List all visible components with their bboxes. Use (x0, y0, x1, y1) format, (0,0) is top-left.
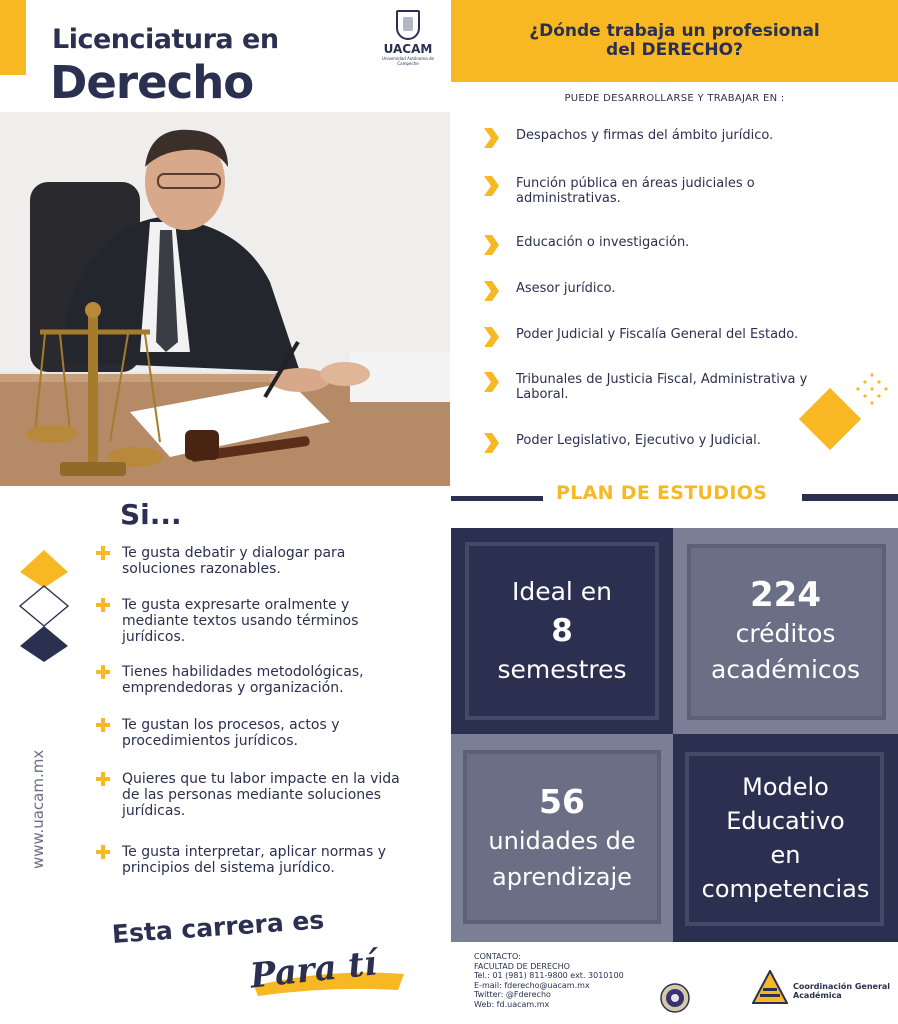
tile-line: aprendizaje (492, 863, 632, 891)
contact-label: CONTACTO: (474, 952, 521, 961)
work-item (482, 176, 796, 206)
uacam-logo (378, 10, 438, 68)
chevron-right-icon (482, 281, 500, 301)
work-item-label: Educación o investigación. (516, 235, 690, 250)
cga-line2: Académica (793, 991, 842, 1000)
plus-icon (96, 665, 110, 679)
si-heading: Si... (120, 498, 182, 531)
work-item (482, 281, 846, 301)
plus-icon (96, 845, 110, 859)
si-item (96, 545, 387, 577)
plan-title: PLAN DE ESTUDIOS (556, 482, 768, 504)
work-item (482, 327, 846, 347)
chevron-right-icon (482, 128, 500, 148)
decorative-dots (854, 372, 890, 408)
contact-web[interactable]: Web: fd.uacam.mx (474, 999, 550, 1009)
contact-phone: Tel.: 01 (981) 811-9800 ext. 3010100 (474, 971, 624, 980)
plus-icon (96, 546, 110, 560)
si-item (96, 717, 382, 749)
work-intro: PUEDE DESARROLLARSE Y TRABAJAR EN : (564, 93, 785, 104)
plan-tile-model (673, 734, 898, 942)
divider-line (802, 494, 898, 501)
tile-line: competencias (701, 875, 870, 903)
si-item (96, 597, 397, 645)
si-item (96, 664, 402, 696)
work-item-label: Despachos y firmas del ámbito jurídico. (516, 128, 774, 143)
lawyer-photo (0, 112, 450, 486)
contact-twitter[interactable]: Twitter: @Fderecho (474, 990, 551, 999)
contact-faculty: FACULTAD DE DERECHO (474, 961, 570, 971)
tile-line: en (770, 841, 801, 869)
si-item (96, 771, 402, 819)
plan-tile-units (451, 734, 673, 942)
plus-icon (96, 718, 110, 732)
chevron-right-icon (482, 327, 500, 347)
plan-tile-credits (673, 528, 898, 734)
si-item-label: Te gusta expresarte oralmente y mediante textos usando términos jurídicos. (122, 597, 359, 645)
contact-block (474, 952, 624, 1009)
work-item (482, 128, 846, 148)
logo-text: UACAM (383, 42, 433, 56)
tile-line: créditos (735, 619, 836, 648)
decorative-chevrons (16, 550, 72, 665)
plan-tile-semesters (451, 528, 673, 734)
work-item-label: Asesor jurídico. (516, 281, 616, 296)
faculty-seal-icon (660, 983, 690, 1013)
work-item (482, 235, 846, 255)
tile-line: unidades de (488, 827, 636, 855)
chevron-right-icon (482, 235, 500, 255)
tile-number: 56 (539, 782, 585, 821)
chevron-right-icon (482, 433, 500, 453)
cga-logo-icon (752, 970, 788, 1004)
si-item-label: Tienes habilidades metodológicas, emprendedoras y organización. (122, 664, 364, 696)
tile-line: Ideal en (511, 577, 613, 606)
si-item-label: Te gusta interpretar, aplicar normas y principios del sistema jurídico. (122, 844, 387, 876)
work-header (451, 0, 898, 82)
work-item (482, 372, 836, 402)
tile-number: 224 (750, 575, 821, 615)
divider-line (451, 496, 543, 501)
logo-subtext: Universidad Autónoma de Campeche (382, 56, 434, 66)
chevron-right-icon (482, 372, 500, 392)
contact-email[interactable]: E-mail: fderecho@uacam.mx (474, 980, 590, 990)
work-item-label: Poder Judicial y Fiscalía General del Estado. (516, 327, 799, 342)
si-item-label: Te gusta debatir y dialogar para soluciones razonables. (122, 545, 346, 577)
cga-line1: Coordinación General (793, 982, 891, 991)
si-item (96, 844, 412, 876)
tile-number: 8 (551, 613, 573, 649)
si-item-label: Quieres que tu labor impacte en la vida de las personas mediante soluciones jurídicas. (122, 771, 400, 819)
tile-line: académicos (711, 655, 860, 684)
work-item-label: Función pública en áreas judiciales o administrativas. (516, 176, 755, 206)
chevron-right-icon (482, 176, 500, 196)
tile-line: semestres (497, 655, 627, 684)
si-item-label: Te gustan los procesos, actos y procedimientos jurídicos. (122, 717, 340, 749)
work-item-label: Tribunales de Justicia Fiscal, Administrativa y Laboral. (516, 372, 808, 402)
work-item-label: Poder Legislativo, Ejecutivo y Judicial. (516, 433, 761, 448)
work-header-line2: del DERECHO? (606, 40, 743, 60)
shield-icon (396, 10, 420, 40)
plus-icon (96, 772, 110, 786)
cga-name (793, 982, 890, 1000)
program-title-line2: Derecho (50, 56, 254, 109)
slogan-line2: Para tí (248, 943, 379, 997)
work-item (482, 433, 846, 453)
slogan-line1: Esta carrera es (110, 905, 326, 949)
program-title-line1: Licenciatura en (52, 24, 279, 55)
accent-bar (0, 0, 26, 75)
website-link[interactable]: www.uacam.mx (29, 749, 47, 869)
work-header-line1: ¿Dónde trabaja un profesional (529, 21, 820, 41)
plus-icon (96, 598, 110, 612)
tile-line: Modelo (742, 773, 829, 801)
tile-line: Educativo (726, 807, 845, 835)
